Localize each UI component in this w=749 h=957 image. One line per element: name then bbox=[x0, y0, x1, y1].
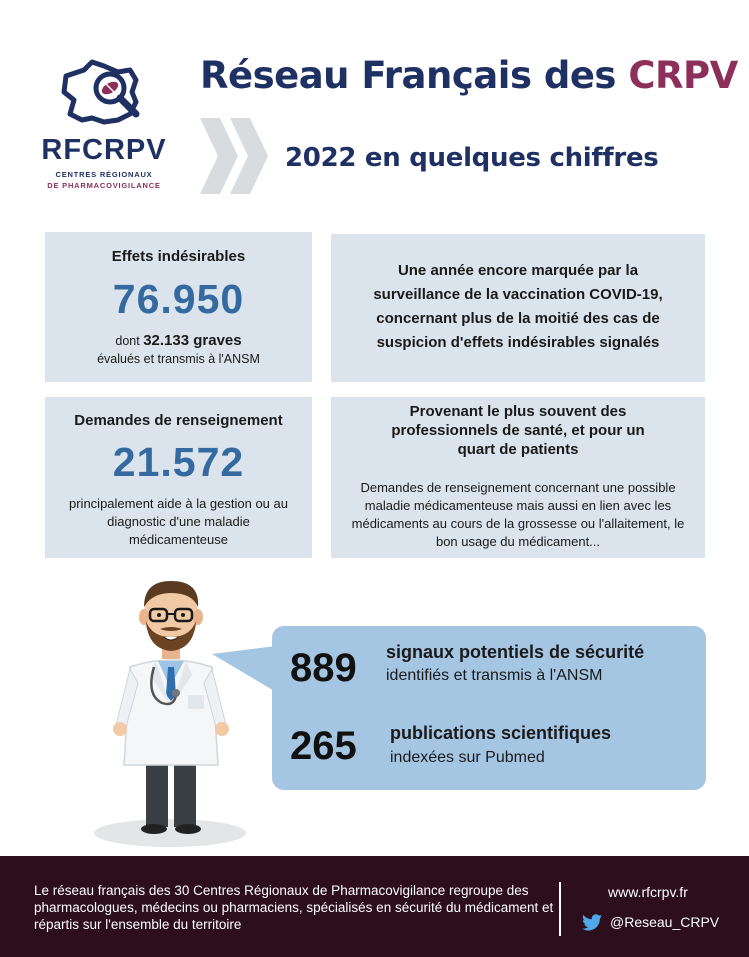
footer-divider bbox=[559, 882, 561, 936]
twitter-link[interactable] bbox=[582, 914, 719, 931]
speech-bubble-tail bbox=[212, 646, 276, 696]
rfcrpv-logo bbox=[34, 58, 174, 198]
logo-name: RFCRPV bbox=[41, 134, 167, 166]
stat-number: 889 bbox=[290, 646, 357, 690]
twitter-handle: @Reseau_CRPV bbox=[610, 914, 720, 930]
stat-title: publications scientifiques bbox=[390, 723, 612, 743]
website-link[interactable]: www.rfcrpv.fr bbox=[608, 884, 688, 900]
doctor-illustration bbox=[90, 575, 265, 855]
footer-description: Le réseau français des 30 Centres Régionaux de Pharmacovigilance regroupe des pharmacologues, médecins ou pharmaciens, spécialisés en sécurité du médicament et répartis sur l'ensemble du territoire bbox=[34, 883, 554, 932]
title-accent: CRPV bbox=[628, 54, 738, 97]
effets-card bbox=[45, 232, 312, 382]
france-map-icon bbox=[56, 58, 154, 130]
provenance-card bbox=[331, 397, 705, 558]
logo-subtitle-line2: DE PHARMACOVIGILANCE bbox=[47, 181, 161, 190]
covid-text: Une année encore marquée par la surveillance de la vaccination COVID-19, concernant plus de la moitié des cas de suspicion d'effets indésirables signalés bbox=[373, 262, 663, 351]
twitter-bird-icon bbox=[582, 914, 602, 931]
effets-line2: évalués et transmis à l'ANSM bbox=[97, 352, 260, 366]
demandes-title: Demandes de renseignement bbox=[74, 412, 283, 429]
page-title bbox=[200, 54, 738, 97]
chevron-right-icon bbox=[200, 118, 270, 199]
page-subtitle: 2022 en quelques chiffres bbox=[285, 143, 659, 173]
footer bbox=[0, 856, 749, 957]
effets-prefix: dont bbox=[115, 334, 144, 348]
title-main: Réseau Français des bbox=[200, 54, 629, 97]
stat-title: signaux potentiels de sécurité bbox=[386, 642, 645, 662]
demandes-number: 21.572 bbox=[112, 439, 245, 485]
logo-subtitle-line1: CENTRES RÉGIONAUX bbox=[55, 170, 153, 179]
effets-graves: 32.133 graves bbox=[143, 332, 242, 349]
provenance-heading: Provenant le plus souvent des professionnels de santé, et pour un quart de patients bbox=[391, 403, 645, 458]
effets-graves-line bbox=[45, 332, 312, 350]
stat-subtitle: indexées sur Pubmed bbox=[390, 749, 545, 766]
provenance-desc: Demandes de renseignement concernant une possible maladie médicamenteuse mais aussi en lien avec les médicaments au cours de la grossesse ou l'allaitement, le bon usage du médicament... bbox=[351, 480, 685, 549]
effets-title: Effets indésirables bbox=[111, 248, 246, 265]
stat-subtitle: identifiés et transmis à l'ANSM bbox=[386, 667, 603, 684]
demandes-card bbox=[45, 397, 312, 558]
effets-number: 76.950 bbox=[112, 276, 245, 322]
demandes-desc: principalement aide à la gestion ou au diagnostic d'une maladie médicamenteuse bbox=[69, 496, 288, 547]
stat-number: 265 bbox=[290, 724, 357, 768]
covid-card bbox=[331, 234, 705, 382]
stats-bubble bbox=[272, 626, 706, 790]
